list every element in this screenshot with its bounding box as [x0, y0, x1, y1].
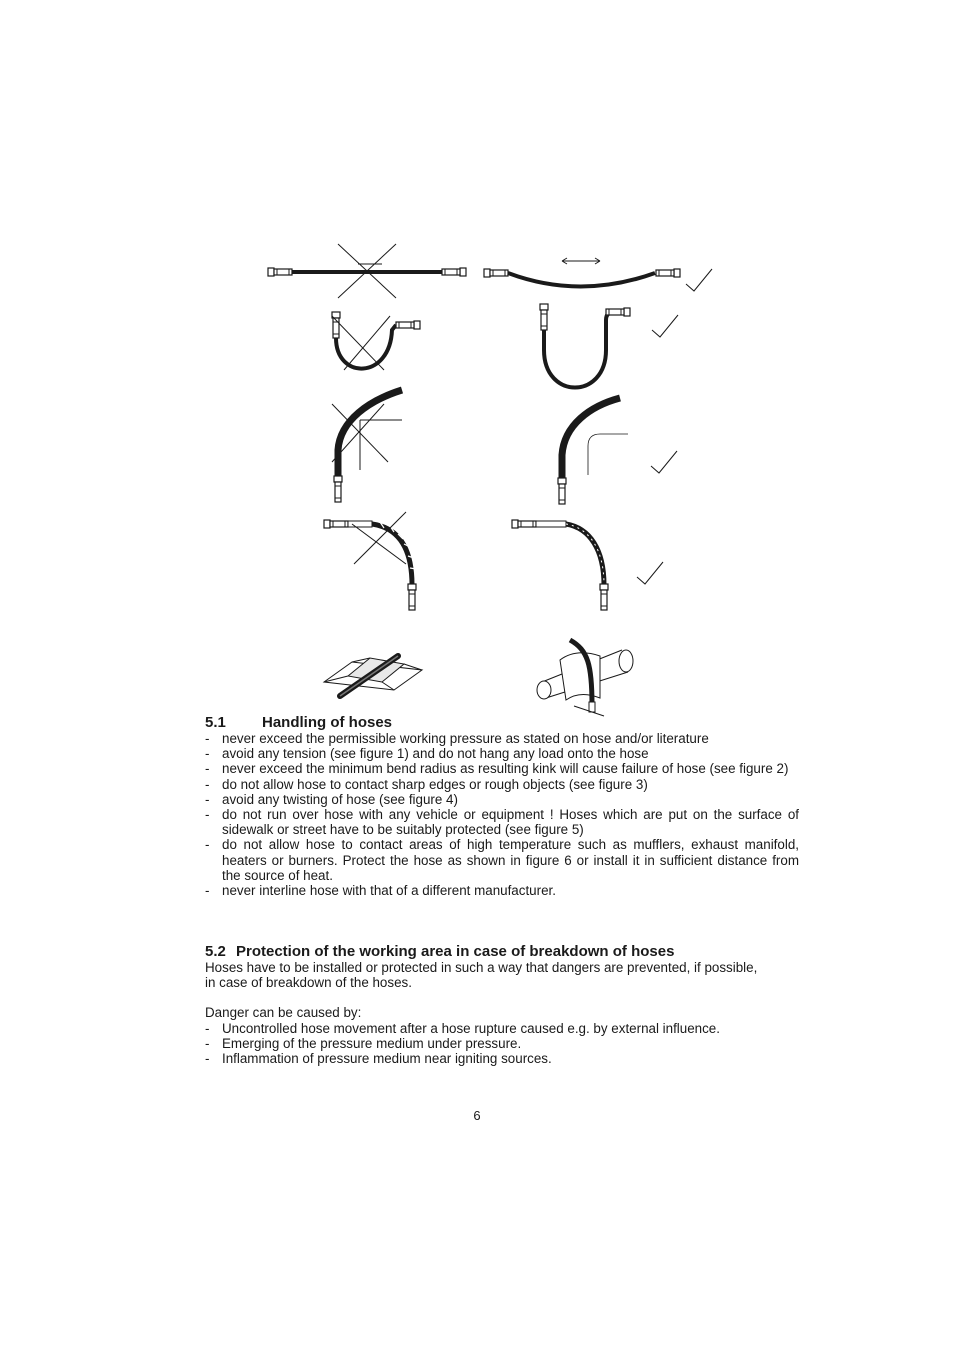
figure-4-right: [512, 520, 663, 610]
figure-3-wrong: [332, 390, 402, 502]
list-item: - avoid any tension (see figure 1) and do not hang any load onto the hose: [205, 746, 799, 761]
check-icon: [637, 562, 663, 584]
section-title: Protection of the working area in case of breakdown of hoses: [236, 943, 675, 960]
check-icon: [651, 451, 677, 473]
list-item: - never interline hose with that of a different manufacturer.: [205, 883, 799, 898]
figure-1-right: [484, 258, 712, 291]
list-item: - do not allow hose to contact areas of high temperature such as mufflers, exhaust manifold, heaters or burners. Protect the hose as shown in figure 6 or install it in sufficient distance from the source of heat.: [205, 837, 799, 883]
figure-4-wrong: [324, 512, 416, 610]
figure-2-wrong: [332, 312, 420, 370]
list-item: - do not allow hose to contact sharp edges or rough objects (see figure 3): [205, 777, 799, 792]
handling-list: [205, 731, 799, 898]
list-item: - Inflammation of pressure medium near igniting sources.: [205, 1051, 750, 1066]
section-number: 5.2: [205, 943, 226, 960]
section-5-1-heading: [205, 714, 805, 731]
section-5-2-heading: [205, 943, 805, 960]
danger-list: [205, 1021, 750, 1067]
list-item: - Emerging of the pressure medium under pressure.: [205, 1036, 750, 1051]
list-item: - never exceed the permissible working pressure as stated on hose and/or literature: [205, 731, 799, 746]
list-item: - never exceed the minimum bend radius as resulting kink will cause failure of hose (see figure 2): [205, 761, 799, 776]
check-icon: [652, 315, 678, 337]
figure-5-ramp: [324, 656, 422, 696]
list-item: - avoid any twisting of hose (see figure 4): [205, 792, 799, 807]
danger-heading: Danger can be caused by:: [205, 1005, 362, 1020]
page-number: 6: [473, 1108, 481, 1123]
figure-3-right: [558, 398, 677, 504]
figure-6-heat-shield: [537, 640, 633, 716]
check-icon: [686, 269, 712, 291]
protection-intro: Hoses have to be installed or protected in such a way that dangers are prevented, if possible, in case of breakdown of the hoses.: [205, 960, 758, 991]
list-item: - do not run over hose with any vehicle or equipment ! Hoses which are put on the surface of sidewalk or street have to be suitably protected (see figure 5): [205, 807, 799, 837]
figure-1-wrong: [268, 244, 466, 298]
section-number: 5.1: [205, 714, 226, 731]
figure-2-right: [540, 304, 678, 388]
list-item: - Uncontrolled hose movement after a hose rupture caused e.g. by external influence.: [205, 1021, 750, 1036]
section-title: Handling of hoses: [262, 714, 393, 731]
